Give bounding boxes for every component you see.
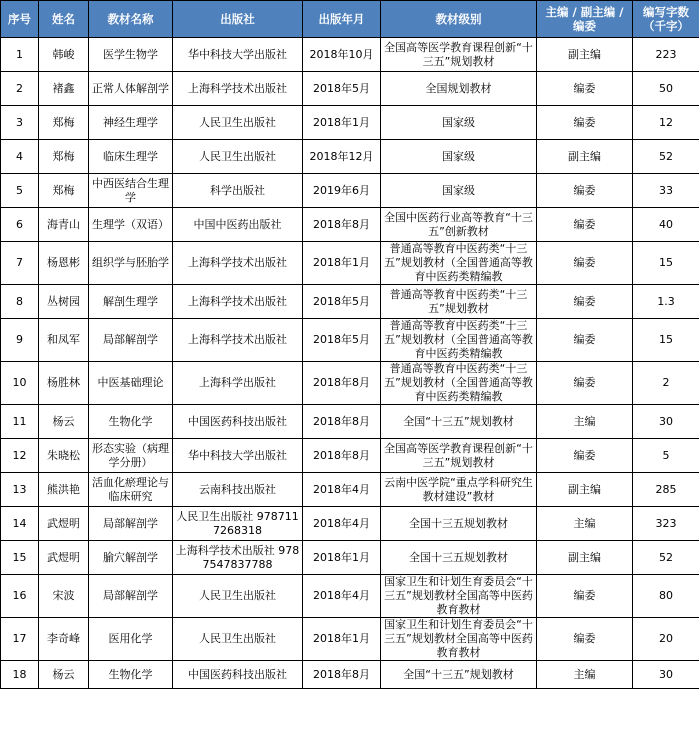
cell-level[interactable]: 全国十三五规划教材	[381, 507, 537, 541]
cell-publisher[interactable]: 上海科学技术出版社	[173, 242, 303, 285]
cell-date[interactable]: 2019年6月	[303, 174, 381, 208]
cell-role[interactable]: 主编	[537, 507, 633, 541]
table-row	[1, 405, 699, 439]
cell-words[interactable]: 52	[633, 541, 699, 575]
cell-name[interactable]: 丛树园	[39, 285, 89, 319]
cell-title[interactable]: 生物化学	[89, 405, 173, 439]
cell-no[interactable]: 7	[1, 242, 39, 285]
header-no: 序号	[1, 1, 39, 38]
cell-level[interactable]: 普通高等教育中医药类“十三五”规划教材（全国普通高等教育中医药类精编教	[381, 362, 537, 405]
cell-publisher[interactable]: 上海科学技术出版社	[173, 285, 303, 319]
cell-words[interactable]: 2	[633, 362, 699, 405]
table-row	[1, 208, 699, 242]
cell-title[interactable]: 中西医结合生理学	[89, 174, 173, 208]
cell-level[interactable]: 全国高等医学教育课程创新“十三五”规划教材	[381, 38, 537, 72]
cell-level[interactable]: 全国中医药行业高等教育“十三五”创新教材	[381, 208, 537, 242]
cell-words[interactable]: 40	[633, 208, 699, 242]
header-name: 姓名	[39, 1, 89, 38]
cell-role[interactable]: 编委	[537, 174, 633, 208]
cell-role[interactable]: 编委	[537, 618, 633, 661]
cell-words[interactable]: 1.3	[633, 285, 699, 319]
cell-name[interactable]: 郑梅	[39, 106, 89, 140]
cell-name[interactable]: 李奇峰	[39, 618, 89, 661]
header-publisher: 出版社	[173, 1, 303, 38]
cell-words[interactable]: 285	[633, 473, 699, 507]
cell-level[interactable]: 普通高等教育中医药类“十三五”规划教材	[381, 285, 537, 319]
cell-words[interactable]: 50	[633, 72, 699, 106]
cell-role[interactable]: 编委	[537, 319, 633, 362]
cell-level[interactable]: 全国十三五规划教材	[381, 541, 537, 575]
table-row	[1, 242, 699, 285]
cell-level[interactable]: 全国规划教材	[381, 72, 537, 106]
table-row	[1, 106, 699, 140]
header-row	[1, 1, 699, 38]
cell-role[interactable]: 编委	[537, 72, 633, 106]
cell-name[interactable]: 武煜明	[39, 507, 89, 541]
cell-role[interactable]: 副主编	[537, 38, 633, 72]
cell-publisher[interactable]: 科学出版社	[173, 174, 303, 208]
cell-name[interactable]: 熊洪艳	[39, 473, 89, 507]
cell-no[interactable]: 16	[1, 575, 39, 618]
cell-publisher[interactable]: 人民卫生出版社	[173, 575, 303, 618]
table-row	[1, 362, 699, 405]
table-row	[1, 661, 699, 689]
cell-level[interactable]: 全国高等医学教育课程创新“十三五”规划教材	[381, 439, 537, 473]
cell-name[interactable]: 杨胜林	[39, 362, 89, 405]
cell-role[interactable]: 副主编	[537, 541, 633, 575]
table-row	[1, 72, 699, 106]
cell-date[interactable]: 2018年10月	[303, 38, 381, 72]
cell-date[interactable]: 2018年8月	[303, 439, 381, 473]
cell-words[interactable]: 323	[633, 507, 699, 541]
cell-publisher[interactable]: 云南科技出版社	[173, 473, 303, 507]
cell-role[interactable]: 编委	[537, 439, 633, 473]
cell-words[interactable]: 20	[633, 618, 699, 661]
cell-name[interactable]: 朱晓松	[39, 439, 89, 473]
cell-title[interactable]: 局部解剖学	[89, 319, 173, 362]
cell-no[interactable]: 13	[1, 473, 39, 507]
cell-words[interactable]: 80	[633, 575, 699, 618]
cell-title[interactable]: 临床生理学	[89, 140, 173, 174]
cell-words[interactable]: 15	[633, 319, 699, 362]
cell-level[interactable]: 普通高等教育中医药类“十三五”规划教材（全国普通高等教育中医药类精编教	[381, 319, 537, 362]
cell-publisher[interactable]: 人民卫生出版社	[173, 618, 303, 661]
cell-title[interactable]: 生理学（双语）	[89, 208, 173, 242]
cell-name[interactable]: 郑梅	[39, 140, 89, 174]
cell-words[interactable]: 5	[633, 439, 699, 473]
cell-level[interactable]: 国家级	[381, 140, 537, 174]
cell-no[interactable]: 1	[1, 38, 39, 72]
cell-level[interactable]: 全国“十三五”规划教材	[381, 405, 537, 439]
cell-words[interactable]: 52	[633, 140, 699, 174]
cell-no[interactable]: 2	[1, 72, 39, 106]
cell-level[interactable]: 全国“十三五”规划教材	[381, 661, 537, 689]
cell-level[interactable]: 普通高等教育中医药类“十三五”规划教材（全国普通高等教育中医药类精编教	[381, 242, 537, 285]
cell-publisher[interactable]: 上海科学出版社	[173, 362, 303, 405]
table-row	[1, 38, 699, 72]
cell-name[interactable]: 郑梅	[39, 174, 89, 208]
cell-role[interactable]: 副主编	[537, 140, 633, 174]
cell-name[interactable]: 海青山	[39, 208, 89, 242]
table-body	[1, 38, 699, 689]
cell-role[interactable]: 编委	[537, 575, 633, 618]
cell-name[interactable]: 武煜明	[39, 541, 89, 575]
table-row	[1, 507, 699, 541]
cell-level[interactable]: 国家卫生和计划生育委员会“十三五”规划教材全国高等中医药教育教材	[381, 618, 537, 661]
cell-name[interactable]: 褚鑫	[39, 72, 89, 106]
cell-title[interactable]: 医用化学	[89, 618, 173, 661]
cell-no[interactable]: 12	[1, 439, 39, 473]
table-row	[1, 575, 699, 618]
cell-no[interactable]: 3	[1, 106, 39, 140]
cell-level[interactable]: 国家级	[381, 106, 537, 140]
table-row	[1, 174, 699, 208]
cell-publisher[interactable]: 上海科学技术出版社	[173, 72, 303, 106]
table-row	[1, 319, 699, 362]
cell-publisher[interactable]: 人民卫生出版社 9787117268318	[173, 507, 303, 541]
cell-words[interactable]: 223	[633, 38, 699, 72]
cell-title[interactable]: 医学生物学	[89, 38, 173, 72]
cell-publisher[interactable]: 华中科技大学出版社	[173, 38, 303, 72]
cell-title[interactable]: 局部解剖学	[89, 575, 173, 618]
cell-date[interactable]: 2018年5月	[303, 72, 381, 106]
cell-title[interactable]: 活血化瘀理论与临床研究	[89, 473, 173, 507]
cell-date[interactable]: 2018年1月	[303, 242, 381, 285]
cell-date[interactable]: 2018年4月	[303, 575, 381, 618]
cell-no[interactable]: 10	[1, 362, 39, 405]
cell-publisher[interactable]: 中国中医药出版社	[173, 208, 303, 242]
cell-no[interactable]: 8	[1, 285, 39, 319]
cell-words[interactable]: 15	[633, 242, 699, 285]
cell-role[interactable]: 编委	[537, 362, 633, 405]
cell-date[interactable]: 2018年8月	[303, 661, 381, 689]
cell-name[interactable]: 杨云	[39, 661, 89, 689]
cell-date[interactable]: 2018年12月	[303, 140, 381, 174]
cell-name[interactable]: 杨云	[39, 405, 89, 439]
cell-no[interactable]: 15	[1, 541, 39, 575]
cell-role[interactable]: 副主编	[537, 473, 633, 507]
cell-publisher[interactable]: 上海科学技术出版社 9787547837788	[173, 541, 303, 575]
cell-date[interactable]: 2018年5月	[303, 319, 381, 362]
cell-title[interactable]: 正常人体解剖学	[89, 72, 173, 106]
cell-words[interactable]: 33	[633, 174, 699, 208]
cell-no[interactable]: 14	[1, 507, 39, 541]
cell-role[interactable]: 编委	[537, 106, 633, 140]
table-row	[1, 618, 699, 661]
cell-words[interactable]: 12	[633, 106, 699, 140]
header-role: 主编 / 副主编 / 编委	[537, 1, 633, 38]
cell-date[interactable]: 2018年8月	[303, 405, 381, 439]
table-row	[1, 285, 699, 319]
cell-words[interactable]: 30	[633, 661, 699, 689]
cell-name[interactable]: 韩峻	[39, 38, 89, 72]
cell-words[interactable]: 30	[633, 405, 699, 439]
cell-no[interactable]: 6	[1, 208, 39, 242]
cell-date[interactable]: 2018年8月	[303, 362, 381, 405]
cell-title[interactable]: 解剖生理学	[89, 285, 173, 319]
cell-date[interactable]: 2018年1月	[303, 541, 381, 575]
cell-title[interactable]: 形态实验（病理学分册）	[89, 439, 173, 473]
cell-no[interactable]: 4	[1, 140, 39, 174]
cell-publisher[interactable]: 中国医药科技出版社	[173, 661, 303, 689]
table-row	[1, 473, 699, 507]
cell-title[interactable]: 局部解剖学	[89, 507, 173, 541]
table-row	[1, 541, 699, 575]
cell-publisher[interactable]: 人民卫生出版社	[173, 106, 303, 140]
cell-title[interactable]: 生物化学	[89, 661, 173, 689]
table-row	[1, 439, 699, 473]
header-date: 出版年月	[303, 1, 381, 38]
cell-title[interactable]: 神经生理学	[89, 106, 173, 140]
cell-level[interactable]: 国家卫生和计划生育委员会“十三五”规划教材全国高等中医药教育教材	[381, 575, 537, 618]
cell-role[interactable]: 编委	[537, 285, 633, 319]
cell-name[interactable]: 杨恩彬	[39, 242, 89, 285]
cell-title[interactable]: 腧穴解剖学	[89, 541, 173, 575]
cell-date[interactable]: 2018年4月	[303, 507, 381, 541]
cell-no[interactable]: 5	[1, 174, 39, 208]
cell-role[interactable]: 主编	[537, 661, 633, 689]
cell-level[interactable]: 云南中医学院“重点学科研究生教材建设”教材	[381, 473, 537, 507]
cell-no[interactable]: 17	[1, 618, 39, 661]
cell-publisher[interactable]: 人民卫生出版社	[173, 140, 303, 174]
cell-title[interactable]: 中医基础理论	[89, 362, 173, 405]
cell-no[interactable]: 11	[1, 405, 39, 439]
cell-date[interactable]: 2018年4月	[303, 473, 381, 507]
cell-name[interactable]: 和凤军	[39, 319, 89, 362]
cell-date[interactable]: 2018年8月	[303, 208, 381, 242]
cell-publisher[interactable]: 中国医药科技出版社	[173, 405, 303, 439]
header-level: 教材级别	[381, 1, 537, 38]
cell-date[interactable]: 2018年1月	[303, 106, 381, 140]
cell-publisher[interactable]: 上海科学技术出版社	[173, 319, 303, 362]
cell-title[interactable]: 组织学与胚胎学	[89, 242, 173, 285]
cell-name[interactable]: 宋波	[39, 575, 89, 618]
header-title: 教材名称	[89, 1, 173, 38]
cell-date[interactable]: 2018年1月	[303, 618, 381, 661]
cell-publisher[interactable]: 华中科技大学出版社	[173, 439, 303, 473]
cell-level[interactable]: 国家级	[381, 174, 537, 208]
cell-role[interactable]: 编委	[537, 208, 633, 242]
cell-date[interactable]: 2018年5月	[303, 285, 381, 319]
cell-role[interactable]: 主编	[537, 405, 633, 439]
cell-no[interactable]: 18	[1, 661, 39, 689]
header-words: 编写字数（千字）	[633, 1, 699, 38]
cell-no[interactable]: 9	[1, 319, 39, 362]
cell-role[interactable]: 编委	[537, 242, 633, 285]
table-row	[1, 140, 699, 174]
